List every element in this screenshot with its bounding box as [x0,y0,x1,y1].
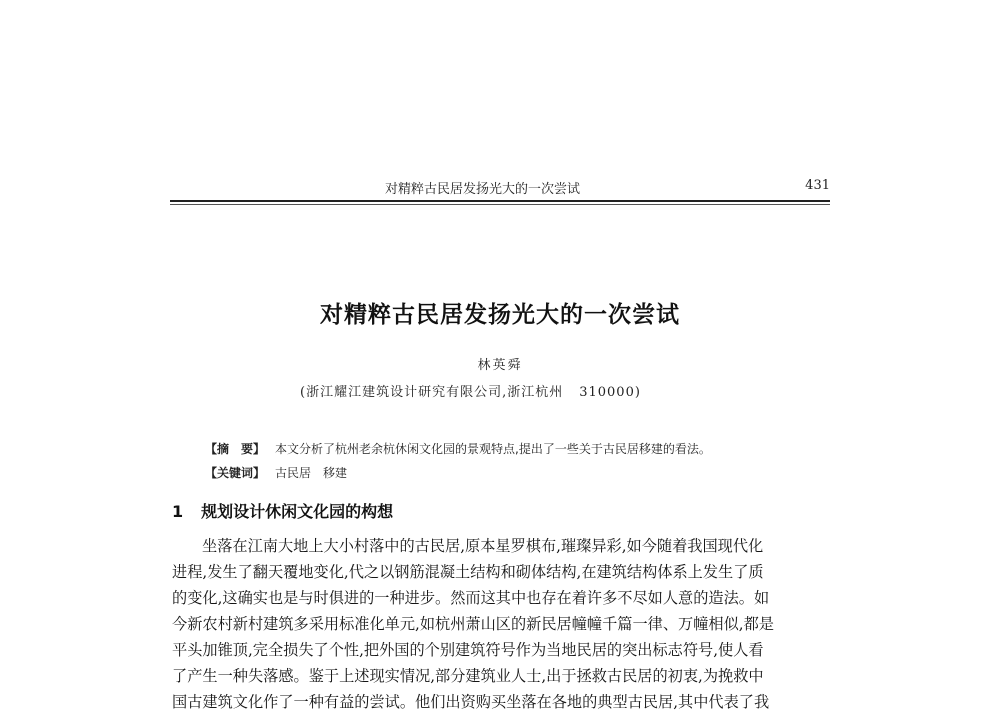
keywords-label: 【关键词】 [205,466,266,480]
abstract-text: 本文分析了杭州老余杭休闲文化园的景观特点,提出了一些关于古民居移建的看法。 [275,442,711,456]
abstract-label: 【摘 要】 [205,442,266,456]
affiliation-postcode: 310000) [579,385,641,400]
affiliation-text: (浙江耀江建筑设计研究有限公司,浙江杭州 [300,385,564,400]
section-heading [172,499,393,522]
body-line: 坐落在江南大地上大小村落中的古民居,原本星罗棋布,璀璨异彩,如今随着我国现代化 [202,537,764,555]
body-line: 的变化,这确实也是与时俱进的一种进步。然而这其中也存在着许多不尽如人意的造法。如 [172,589,770,607]
page-number: 431 [805,178,830,193]
running-header [170,170,830,204]
body-line: 了产生一种失落感。鉴于上述现实情况,部分建筑业人士,出于拯救古民居的初衷,为挽救中 [172,667,764,685]
body-line: 平头加锥顶,完全损失了个性,把外国的个别建筑符号作为当地民居的突出标志符号,使人看 [172,641,764,659]
author-name: 林英舜 [477,358,523,373]
author-affiliation [300,381,641,400]
running-title: 对精粹古民居发扬光大的一次尝试 [385,182,581,197]
keywords-text: 古民居 移建 [275,466,348,480]
article-title: 对精粹古民居发扬光大的一次尝试 [320,302,680,328]
body-line: 国古建筑文化作了一种有益的尝试。他们出资购买坐落在各地的典型古民居,其中代表了我 [172,693,770,711]
body-line: 进程,发生了翻天覆地变化,代之以钢筋混凝土结构和砌体结构,在建筑结构体系上发生了质 [172,563,764,581]
body-paragraph [172,533,834,715]
section-title: 规划设计休闲文化园的构想 [201,502,394,521]
section-number: 1 [172,502,184,521]
body-line: 今新农村新村建筑多采用标准化单元,如杭州萧山区的新民居幢幢千篇一律、万幢相似,都是 [172,615,774,633]
keywords [205,464,347,481]
abstract [205,440,711,457]
header-rule [170,200,830,202]
header-rule-thin [170,204,830,205]
